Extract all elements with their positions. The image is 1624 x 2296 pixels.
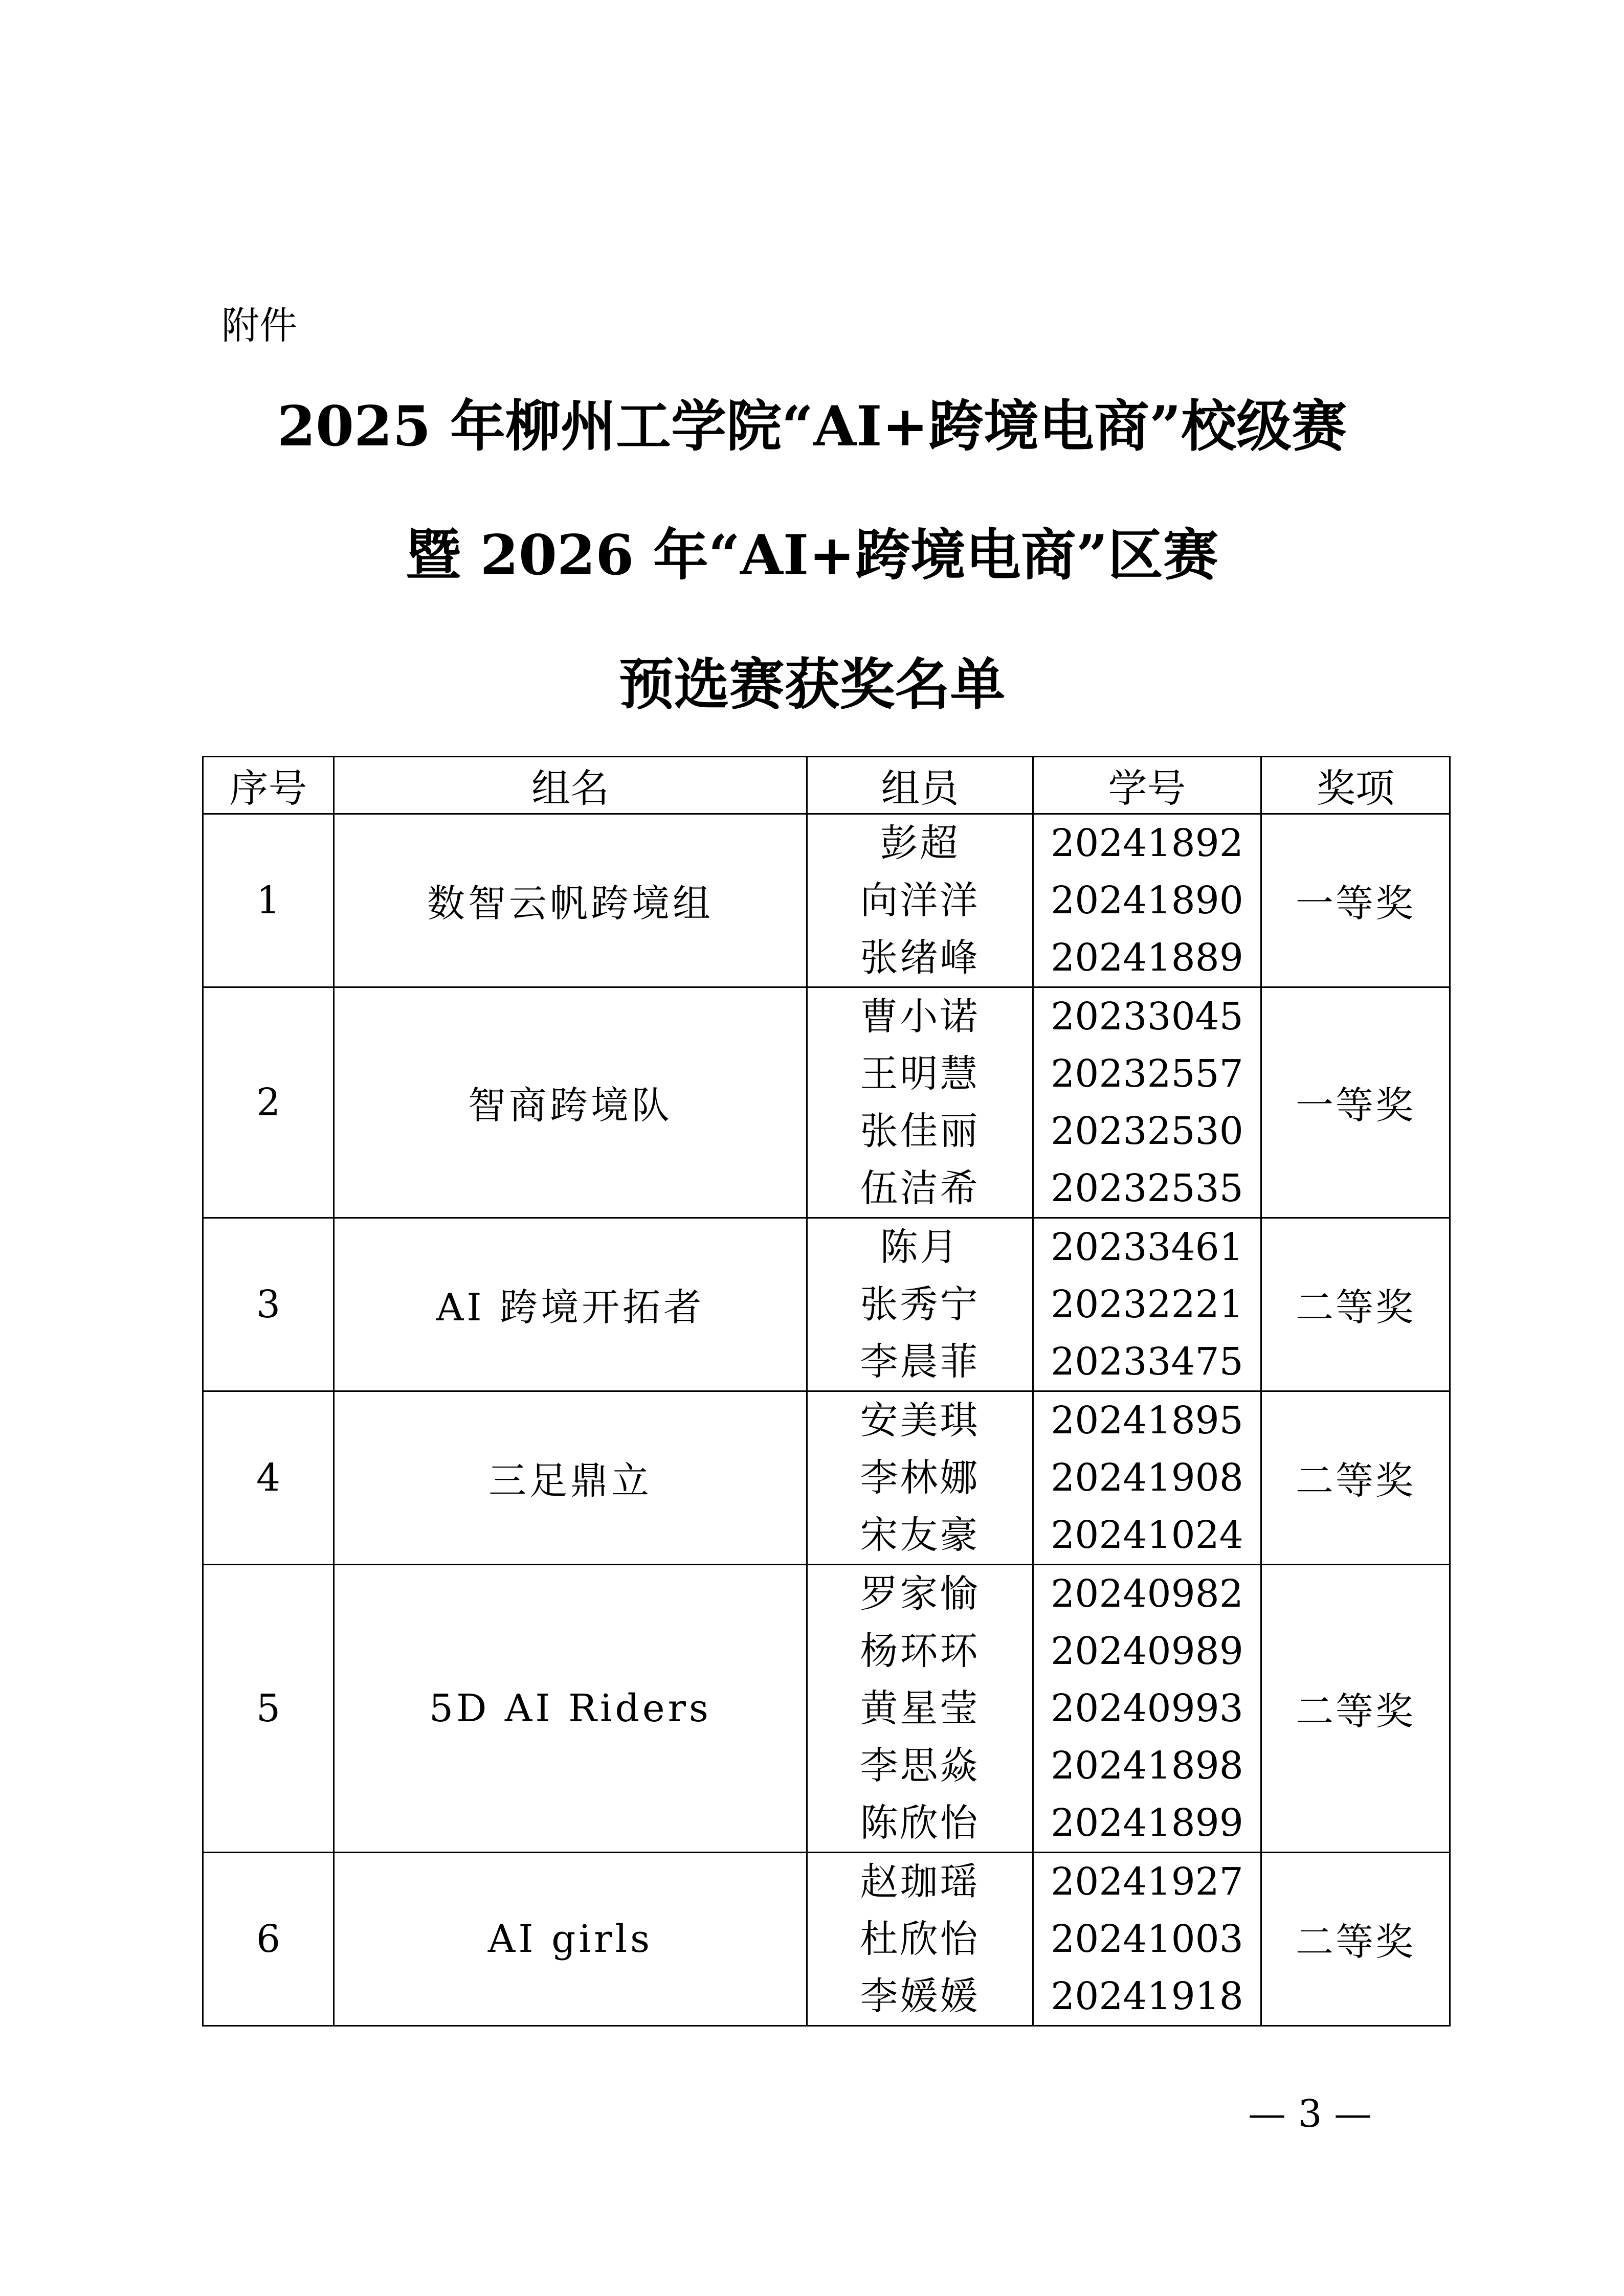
student-id-list — [1034, 1219, 1260, 1390]
row-student-ids — [1033, 1218, 1261, 1391]
member-name: 李晨菲 — [860, 1340, 980, 1384]
row-team-name: AI girls — [334, 1853, 807, 2026]
member-name: 李媛媛 — [860, 1974, 980, 2018]
row-members — [807, 1218, 1033, 1391]
member-name: 伍洁希 — [860, 1166, 980, 1210]
row-team-name: AI 跨境开拓者 — [334, 1218, 807, 1391]
member-name: 陈月 — [880, 1225, 960, 1269]
row-seq: 2 — [203, 987, 334, 1218]
member-name: 彭超 — [880, 821, 960, 865]
row-team-name: 智商跨境队 — [334, 987, 807, 1218]
row-prize: 二等奖 — [1261, 1218, 1450, 1391]
student-id-list — [1034, 1392, 1260, 1564]
header-team: 组名 — [334, 757, 807, 814]
header-prize: 奖项 — [1261, 757, 1450, 814]
row-prize: 二等奖 — [1261, 1853, 1450, 2026]
student-id: 20240993 — [1051, 1686, 1243, 1730]
award-table — [202, 756, 1451, 2027]
member-name: 杜欣怡 — [860, 1917, 980, 1961]
row-prize: 二等奖 — [1261, 1391, 1450, 1565]
student-id: 20241889 — [1051, 936, 1243, 980]
member-name: 向洋洋 — [860, 879, 980, 922]
student-id: 20241892 — [1051, 821, 1243, 865]
row-seq: 1 — [203, 814, 334, 987]
student-id-list — [1034, 1565, 1260, 1852]
row-team-name: 数智云帆跨境组 — [334, 814, 807, 987]
table-row — [203, 1853, 1450, 2026]
member-name: 曹小诺 — [860, 995, 980, 1039]
member-list — [808, 1219, 1032, 1390]
title-line-1: 2025 年柳州工学院“AI+跨境电商”校级赛 — [277, 394, 1347, 459]
student-id: 20241024 — [1051, 1513, 1243, 1557]
student-id: 20233461 — [1051, 1225, 1243, 1269]
row-seq: 5 — [203, 1565, 334, 1853]
member-list — [808, 1565, 1032, 1852]
student-id: 20241908 — [1051, 1456, 1243, 1500]
member-name: 陈欣怡 — [860, 1801, 980, 1845]
student-id: 20241899 — [1051, 1801, 1243, 1845]
member-name: 张佳丽 — [860, 1109, 980, 1153]
student-id-list — [1034, 815, 1260, 986]
student-id: 20232530 — [1051, 1109, 1243, 1153]
student-id-list — [1034, 988, 1260, 1217]
member-list — [808, 1853, 1032, 2025]
title-line-2: 暨 2026 年“AI+跨境电商”区赛 — [406, 523, 1218, 588]
member-name: 李思焱 — [860, 1744, 980, 1788]
student-id: 20241003 — [1051, 1917, 1243, 1961]
student-id: 20240989 — [1051, 1629, 1243, 1673]
table-body — [203, 814, 1450, 2026]
student-id-list — [1034, 1853, 1260, 2025]
student-id: 20232221 — [1051, 1282, 1243, 1326]
student-id: 20233045 — [1051, 995, 1243, 1039]
row-team-name: 三足鼎立 — [334, 1391, 807, 1565]
row-team-name: 5D AI Riders — [334, 1565, 807, 1853]
student-id: 20241918 — [1051, 1974, 1243, 2018]
student-id: 20233475 — [1051, 1340, 1243, 1384]
member-name: 罗家愉 — [860, 1572, 980, 1616]
table-row — [203, 987, 1450, 1218]
row-members — [807, 1565, 1033, 1853]
table-row — [203, 814, 1450, 987]
member-name: 宋友豪 — [860, 1513, 980, 1557]
member-name: 张绪峰 — [860, 936, 980, 980]
student-id: 20241890 — [1051, 879, 1243, 922]
table-row — [203, 1565, 1450, 1853]
page-number: — 3 — — [1248, 2092, 1372, 2136]
row-members — [807, 1853, 1033, 2026]
row-student-ids — [1033, 987, 1261, 1218]
table-row — [203, 1391, 1450, 1565]
row-seq: 3 — [203, 1218, 334, 1391]
member-name: 张秀宁 — [860, 1282, 980, 1326]
student-id: 20240982 — [1051, 1572, 1243, 1616]
attachment-label: 附件 — [221, 304, 297, 348]
row-prize: 一等奖 — [1261, 987, 1450, 1218]
member-name: 黄星莹 — [860, 1686, 980, 1730]
header-ids: 学号 — [1033, 757, 1261, 814]
member-name: 赵珈瑶 — [860, 1860, 980, 1904]
member-name: 李林娜 — [860, 1456, 980, 1500]
member-name: 安美琪 — [860, 1399, 980, 1443]
member-list — [808, 815, 1032, 986]
row-members — [807, 987, 1033, 1218]
row-student-ids — [1033, 1853, 1261, 2026]
row-student-ids — [1033, 814, 1261, 987]
row-prize: 二等奖 — [1261, 1565, 1450, 1853]
row-seq: 4 — [203, 1391, 334, 1565]
row-members — [807, 1391, 1033, 1565]
member-list — [808, 988, 1032, 1217]
member-name: 王明慧 — [860, 1052, 980, 1096]
row-student-ids — [1033, 1565, 1261, 1853]
row-prize: 一等奖 — [1261, 814, 1450, 987]
student-id: 20241927 — [1051, 1860, 1243, 1904]
member-list — [808, 1392, 1032, 1564]
table-row — [203, 1218, 1450, 1391]
table-header-row — [203, 757, 1450, 814]
student-id: 20241895 — [1051, 1399, 1243, 1443]
student-id: 20241898 — [1051, 1744, 1243, 1788]
title-line-3: 预选赛获奖名单 — [618, 652, 1006, 717]
student-id: 20232557 — [1051, 1052, 1243, 1096]
header-members: 组员 — [807, 757, 1033, 814]
row-members — [807, 814, 1033, 987]
row-seq: 6 — [203, 1853, 334, 2026]
row-student-ids — [1033, 1391, 1261, 1565]
header-seq: 序号 — [203, 757, 334, 814]
member-name: 杨环环 — [860, 1629, 980, 1673]
student-id: 20232535 — [1051, 1166, 1243, 1210]
